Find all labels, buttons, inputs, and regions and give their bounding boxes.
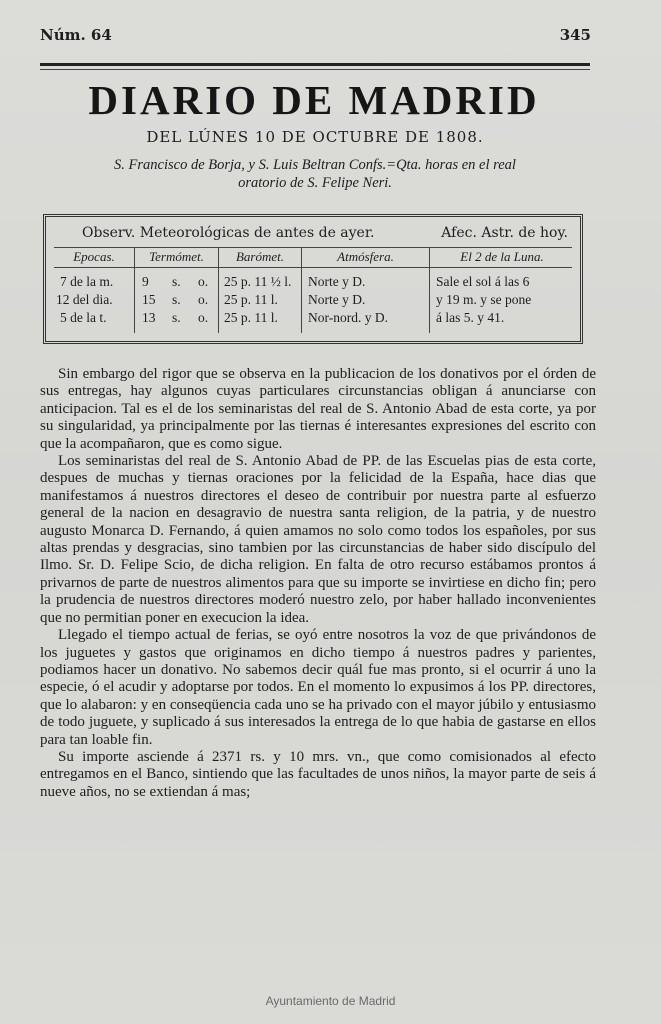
row3-termo-s: s. [172, 310, 181, 325]
header-rule [40, 63, 590, 66]
row1-barom: 25 p. 11 ½ l. [224, 274, 292, 289]
meteorological-table [43, 214, 583, 344]
article-paragraph-4: Su importe asciende á 2371 rs. y 10 mrs. vn., que como comisionados al efecto entregamos en el Banco, sintiendo que las facultades de unos niños, la mayor parte de seis á nueve años, no se extiendan á mas; [40, 748, 596, 800]
page-number: 345 [559, 26, 591, 44]
table-rule-header [54, 267, 572, 268]
saints-line-1: S. Francisco de Borja, y S. Luis Beltran Confs.=Qta. horas en el real [114, 157, 516, 173]
col-header-atmosfera: Atmósfera. [337, 249, 394, 264]
row1-atmos: Norte y D. [308, 274, 366, 289]
row2-luna: y 19 m. y se pone [436, 292, 532, 307]
row2-epoca: 12 del dia. [56, 292, 113, 307]
row2-atmos: Norte y D. [308, 292, 366, 307]
col-header-luna: El 2 de la Luna. [460, 249, 544, 264]
row1-termo-o: o. [198, 274, 209, 289]
article-paragraph-1: Sin embargo del rigor que se observa en la publicacion de los donativos por el órden de sus entregas, hay algunos cuyas particulares circunstancias obligan á anunciarse con anticipacion. Tal es el de los seminaristas del real de S. Antonio Abad de esta corte, ya por su singularidad, ya principalmente por las tiernas é interesantes expresiones del escrito con que la acompañaron, que es como sigue. [40, 366, 596, 452]
row3-barom: 25 p. 11 l. [224, 310, 278, 325]
row3-atmos: Nor-nord. y D. [308, 310, 388, 325]
archive-credit: Ayuntamiento de Madrid [265, 994, 396, 1008]
row3-termo-o: o. [198, 310, 209, 325]
masthead-title: DIARIO DE MADRID [88, 77, 540, 123]
col-header-epocas: Epocas. [73, 249, 115, 264]
row2-termo-s: s. [172, 292, 181, 307]
saints-of-day [40, 156, 590, 192]
article-paragraph-3: Llegado el tiempo actual de ferias, se oyó entre nosotros la voz de que privándonos de los juguetes y gastos que originamos en dicho tiempo á nuestros padres y parientes, podiamos hacer un donativo. No sabemos decir quál fue mas pronto, si el ocurrir á uno la especie, ó el acudir y adoptarse por todos. En el momento lo expusimos á los PP. directores, que lo alabaron: y en conseqüencia cada uno se ha privado con el mayor júbilo y entusiasmo de todo juguete, y suplicado á sus interesados la entrega de lo que habia de gastarse en ellos para tan loable fin. [40, 627, 596, 748]
header-rule-thin [40, 69, 590, 70]
article-body [40, 366, 596, 801]
saints-line-2: oratorio de S. Felipe Neri. [238, 175, 392, 191]
row3-termo: 13 [142, 310, 156, 325]
dateline: DEL LÚNES 10 DE OCTUBRE DE 1808. [146, 128, 484, 146]
row1-luna: Sale el sol á las 6 [436, 274, 530, 289]
article-paragraph-2: Los seminaristas del real de S. Antonio Abad de PP. de las Escuelas pias de esta corte, despues de muchas y tiernas oraciones por la felicidad de la España, hace dias que manifestamos á nuestros directores el deseo de contribuir por nuestra parte al esfuerzo general de la nacion en desagravio de nuestra santa religion, de la patria, y de nuestro augusto Monarca D. Fernando, á quien amamos no solo como todos los españoles, por sus altas prendas y desgracias, sino tambien por las circunstancias de haber sido discípulo del Ilmo. Sr. D. Felipe Scio, de dicha religion. En falta de otro recurso estábamos prontos á privarnos de parte de nuestros alimentos para que su importe se invirtiese en dicho fin; pero la prudencia de nuestros directores moderó nuestro zelo, por haber hallado inconvenientes que no permitian poner en execucion la idea. [40, 453, 596, 626]
row2-termo-o: o. [198, 292, 209, 307]
row1-termo: 9 [142, 274, 149, 289]
table-rule-top [54, 247, 572, 248]
row2-termo: 15 [142, 292, 156, 307]
issue-number: Núm. 64 [40, 26, 112, 44]
row1-epoca: 7 de la m. [60, 274, 114, 289]
astro-title: Afec. Astr. de hoy. [441, 225, 568, 241]
row3-epoca: 5 de la t. [60, 310, 107, 325]
row1-termo-s: s. [172, 274, 181, 289]
meteo-title: Observ. Meteorológicas de antes de ayer. [82, 225, 375, 241]
row3-luna: á las 5. y 41. [436, 310, 505, 325]
col-header-barometro: Barómet. [235, 249, 285, 264]
col-header-termometro: Termómet. [149, 249, 204, 264]
row2-barom: 25 p. 11 l. [224, 292, 278, 307]
